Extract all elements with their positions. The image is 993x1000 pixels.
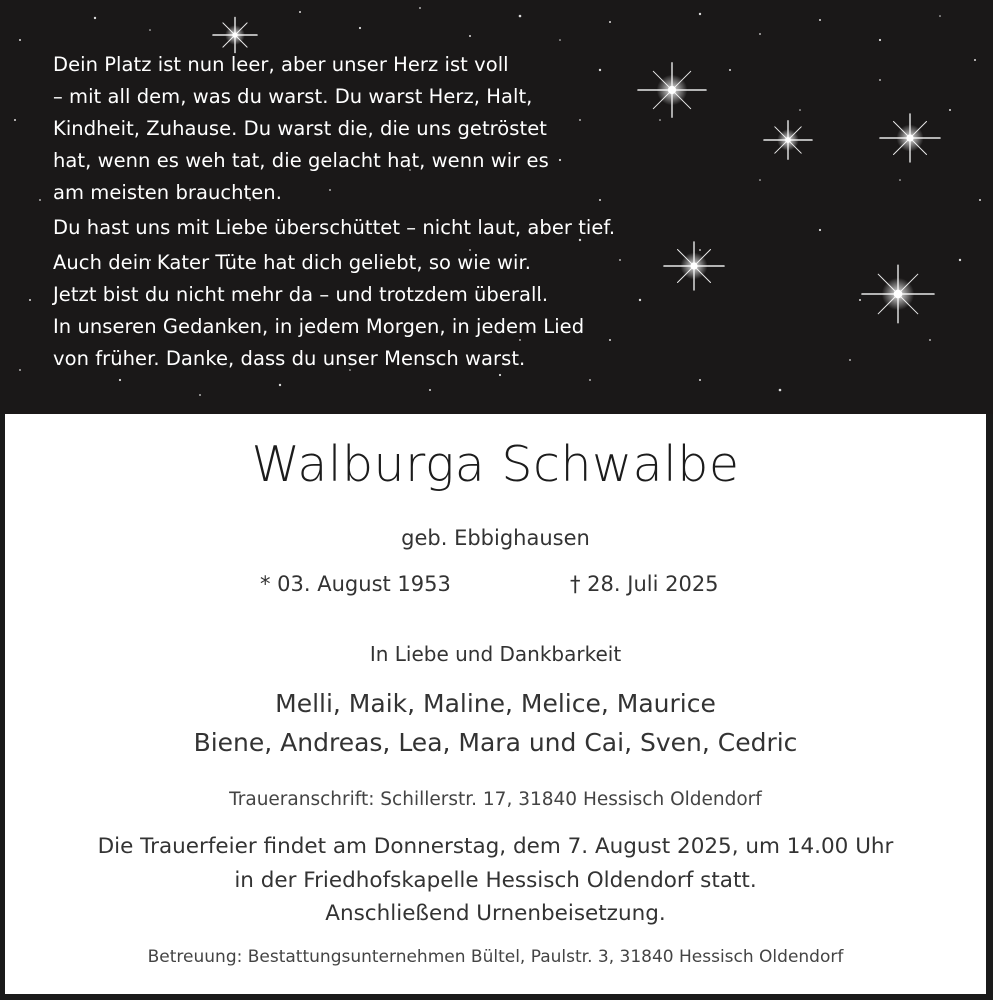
- sparkle-star-icon: [213, 17, 257, 52]
- sparkle-star-icon: [862, 265, 934, 323]
- poem-line: von früher. Danke, dass du unser Mensch warst.: [53, 347, 526, 370]
- night-sky-header: [0, 0, 993, 414]
- tiny-star: [699, 379, 701, 381]
- tiny-star: [19, 39, 21, 41]
- service-line: in der Friedhofskapelle Hessisch Oldendorf statt.: [234, 868, 757, 893]
- tiny-star: [819, 229, 821, 231]
- birth-date: * 03. August 1953: [260, 572, 451, 596]
- poem-stanza-1: [53, 49, 615, 209]
- tiny-star: [929, 339, 931, 341]
- sparkle-star-icon: [764, 121, 812, 159]
- poem-line: Dein Platz ist nun leer, aber unser Herz ist voll: [53, 53, 509, 76]
- tiny-star: [949, 109, 951, 111]
- poem-line: In unseren Gedanken, in jedem Morgen, in jedem Lied: [53, 315, 585, 338]
- tiny-star: [29, 299, 31, 301]
- tiny-star: [519, 15, 522, 18]
- deceased-name: Walburga Schwalbe: [251, 436, 740, 493]
- tiny-star: [859, 299, 861, 301]
- tiny-star: [699, 249, 701, 251]
- tiny-star: [879, 79, 881, 81]
- tiny-star: [619, 259, 621, 261]
- poem-line: Kindheit, Zuhause. Du warst die, die uns getröstet: [53, 117, 547, 140]
- tiny-star: [14, 119, 16, 121]
- poem-line: am meisten brauchten.: [53, 181, 282, 204]
- tiny-star: [589, 379, 591, 381]
- tiny-star: [899, 179, 901, 181]
- born-name: geb. Ebbighausen: [401, 526, 590, 550]
- tiny-star: [429, 389, 431, 391]
- tiny-star: [469, 35, 471, 37]
- tiny-star: [199, 394, 201, 396]
- tiny-star: [849, 359, 851, 361]
- poem: [53, 49, 615, 378]
- poem-line: Du hast uns mit Liebe überschüttet – nicht laut, aber tief.: [53, 216, 616, 239]
- service-line: Anschließend Urnenbeisetzung.: [325, 901, 666, 926]
- tiny-star: [799, 109, 801, 111]
- tiny-star: [39, 199, 41, 201]
- tiny-star: [149, 29, 151, 31]
- tiny-star: [639, 299, 641, 301]
- poem-line: hat, wenn es weh tat, die gelacht hat, wenn wir es: [53, 149, 549, 172]
- mourning-address: Traueranschrift: Schillerstr. 17, 31840 Hessisch Oldendorf: [229, 789, 762, 810]
- tiny-star: [119, 379, 121, 381]
- tiny-star: [939, 15, 941, 17]
- tiny-star: [559, 39, 561, 41]
- poem-stanza-3: [53, 247, 615, 375]
- poem-line: Jetzt bist du nicht mehr da – und trotzdem überall.: [53, 283, 549, 306]
- tiny-star: [759, 33, 761, 35]
- tiny-star: [974, 59, 976, 61]
- obituary-panel: [5, 414, 986, 994]
- tiny-star: [879, 39, 881, 41]
- tiny-star: [729, 69, 731, 71]
- tiny-star: [979, 199, 981, 201]
- sparkle-star-icon: [664, 242, 724, 290]
- tiny-star: [609, 21, 611, 23]
- tiny-star: [959, 259, 961, 261]
- sparkle-star-icon: [880, 114, 940, 162]
- poem-line: Auch dein Kater Tüte hat dich geliebt, so wie wir.: [53, 251, 532, 274]
- tiny-star: [19, 369, 21, 371]
- tiny-star: [779, 389, 782, 392]
- funeral-care: Betreuung: Bestattungsunternehmen Bültel, Paulstr. 3, 31840 Hessisch Oldendorf: [147, 947, 844, 967]
- tiny-star: [419, 7, 421, 9]
- tiny-star: [279, 384, 281, 386]
- tiny-star: [359, 27, 361, 29]
- dedication: In Liebe und Dankbarkeit: [369, 642, 622, 666]
- death-date: † 28. Juli 2025: [570, 572, 719, 596]
- tiny-star: [94, 17, 96, 19]
- service-line: Die Trauerfeier findet am Donnerstag, dem 7. August 2025, um 14.00 Uhr: [97, 834, 894, 859]
- poem-stanza-2: [53, 212, 615, 244]
- tiny-star: [299, 11, 301, 13]
- poem-line: – mit all dem, was du warst. Du warst Herz, Halt,: [53, 85, 533, 108]
- sparkle-star-icon: [638, 63, 706, 117]
- tiny-star: [819, 19, 821, 21]
- tiny-star: [659, 119, 661, 121]
- family-line: Biene, Andreas, Lea, Mara und Cai, Sven, Cedric: [193, 728, 798, 757]
- family-line: Melli, Maik, Maline, Melice, Maurice: [275, 689, 716, 718]
- tiny-star: [759, 179, 761, 181]
- tiny-star: [699, 13, 701, 15]
